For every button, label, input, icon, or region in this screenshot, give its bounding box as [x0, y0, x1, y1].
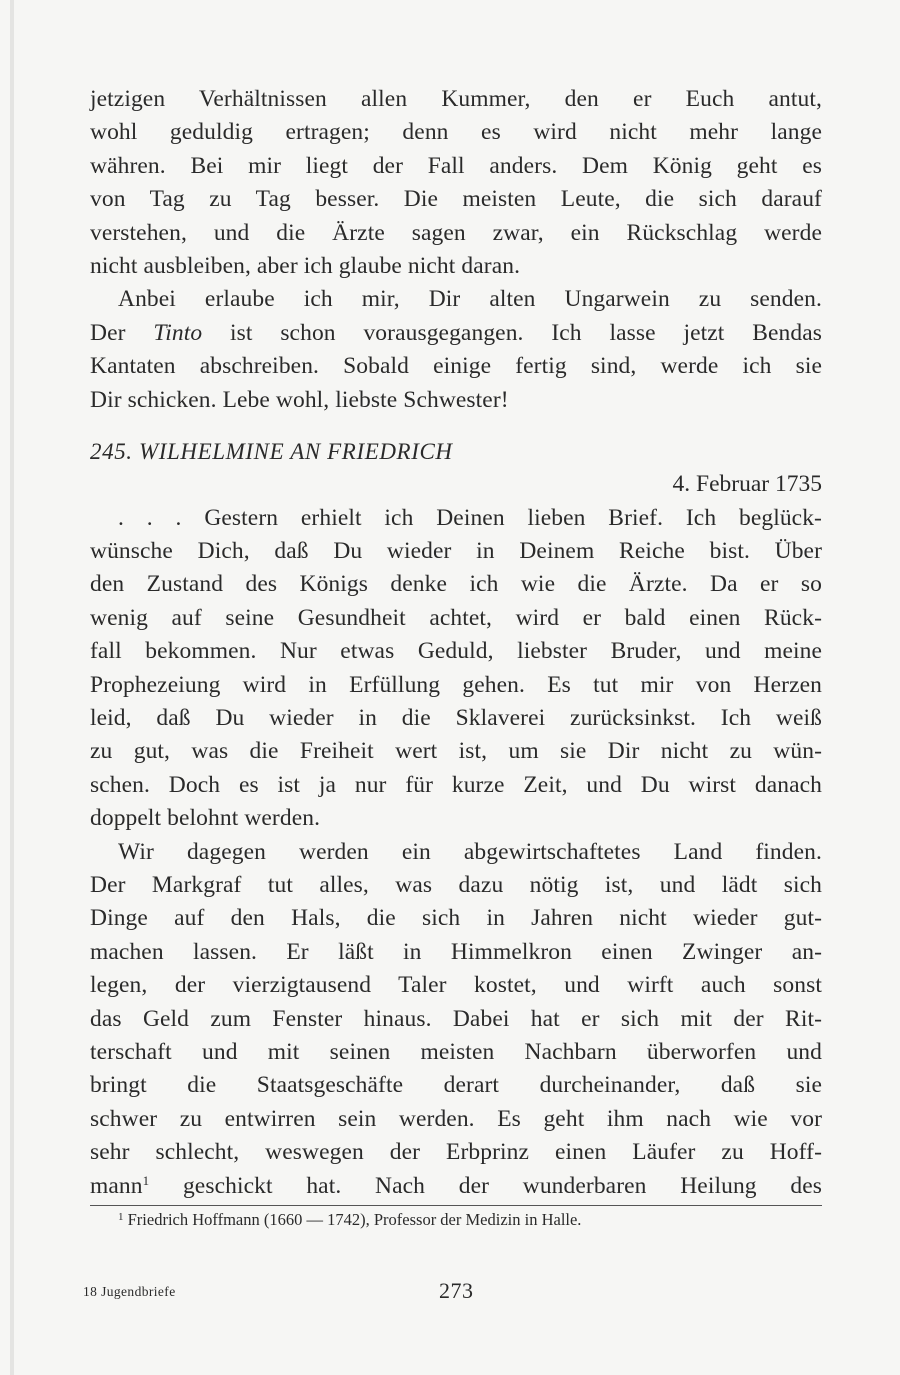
book-page: [90, 83, 822, 1232]
printer-signature: 18 Jugendbriefe: [83, 1284, 176, 1299]
text-line: Dinge auf den Hals, die sich in Jahren nicht wieder gut-: [90, 905, 822, 932]
footnote: [90, 1208, 822, 1232]
text-line: wohl geduldig ertragen; denn es wird nicht mehr lange: [90, 119, 822, 146]
text-line: . . . Gestern erhielt ich Deinen lieben Brief. Ich beglück-: [118, 504, 822, 531]
letter-date: 4. Februar 1735: [672, 471, 822, 498]
text-line: von Tag zu Tag besser. Die meisten Leute, die sich darauf: [90, 186, 822, 213]
text-line: Anbei erlaube ich mir, Dir alten Ungarwein zu senden.: [118, 286, 822, 313]
text-line: Kantaten abschreiben. Sobald einige fertig sind, werde ich sie: [90, 353, 822, 380]
text-line: fall bekommen. Nur etwas Geduld, liebster Bruder, und meine: [90, 638, 822, 665]
paragraph-closing: [90, 283, 822, 417]
text-line: schen. Doch es ist ja nur für kurze Zeit, und Du wirst danach: [90, 771, 822, 798]
text-line: Dir schicken. Lebe wohl, liebste Schwester!: [90, 386, 509, 413]
footnote-reference: 1: [142, 1172, 150, 1188]
footnote-marker: 1: [118, 1210, 124, 1223]
text-span: mann: [90, 1172, 143, 1199]
text-line: schwer zu entwirren sein werden. Es geht ihm nach wie vor: [90, 1105, 822, 1132]
letter-paragraph-1: [90, 502, 822, 836]
letter-heading: 245. WILHELMINE AN FRIEDRICH: [90, 438, 453, 464]
text-line: zu gut, was die Freiheit wert ist, um sie Dir nicht zu wün-: [90, 738, 822, 765]
letter-paragraph-2: [90, 836, 822, 1203]
text-line: leid, daß Du wieder in die Sklaverei zurücksinkst. Ich weiß: [90, 705, 822, 732]
text-line: Prophezeiung wird in Erfüllung gehen. Es tut mir von Herzen: [90, 671, 822, 698]
footnote-text: Friedrich Hoffmann (1660 — 1742), Professor der Medizin in Halle.: [123, 1209, 582, 1229]
text-line: wünsche Dich, daß Du wieder in Deinem Reiche bist. Über: [90, 538, 822, 565]
text-line: bringt die Staatsgeschäfte derart durcheinander, daß sie: [90, 1072, 822, 1099]
page-number: 273: [439, 1278, 474, 1303]
text-line: [90, 317, 822, 350]
footnote-rule: [90, 1205, 822, 1206]
text-line: legen, der vierzigtausend Taler kostet, und wirft auch sonst: [90, 972, 822, 999]
paragraph-continued: [90, 83, 822, 283]
text-line: wenig auf seine Gesundheit achtet, wird er bald einen Rück-: [90, 604, 822, 631]
text-line: jetzigen Verhältnissen allen Kummer, den er Euch antut,: [90, 86, 822, 112]
text-line: nicht ausbleiben, aber ich glaube nicht daran.: [90, 252, 521, 279]
text-span: ist schon vorausgegangen. Ich lasse jetzt Bendas: [202, 319, 822, 346]
text-line: terschaft und mit seinen meisten Nachbarn überworfen und: [90, 1038, 822, 1065]
text-line: doppelt belohnt werden.: [90, 805, 321, 832]
text-line: verstehen, und die Ärzte sagen zwar, ein Rückschlag werde: [90, 219, 822, 246]
italic-word: Tinto: [153, 319, 203, 346]
text-line: sehr schlecht, weswegen der Erbprinz einen Läufer zu Hoff-: [90, 1139, 822, 1166]
text-line: den Zustand des Königs denke ich wie die Ärzte. Da er so: [90, 571, 822, 598]
text-line: das Geld zum Fenster hinaus. Dabei hat er sich mit der Rit-: [90, 1005, 822, 1032]
text-span: geschickt hat. Nach der wunderbaren Heilung des: [149, 1172, 822, 1199]
text-span: Der: [90, 319, 154, 346]
text-line: Der Markgraf tut alles, was dazu nötig ist, und lädt sich: [90, 871, 822, 898]
text-line: Wir dagegen werden ein abgewirtschaftetes Land finden.: [118, 838, 822, 865]
text-line: [90, 1170, 822, 1203]
page-edge: [10, 0, 14, 1375]
text-line: machen lassen. Er läßt in Himmelkron einen Zwinger an-: [90, 938, 822, 965]
page-footer: [83, 1278, 823, 1308]
text-line: währen. Bei mir liegt der Fall anders. Dem König geht es: [90, 152, 822, 179]
